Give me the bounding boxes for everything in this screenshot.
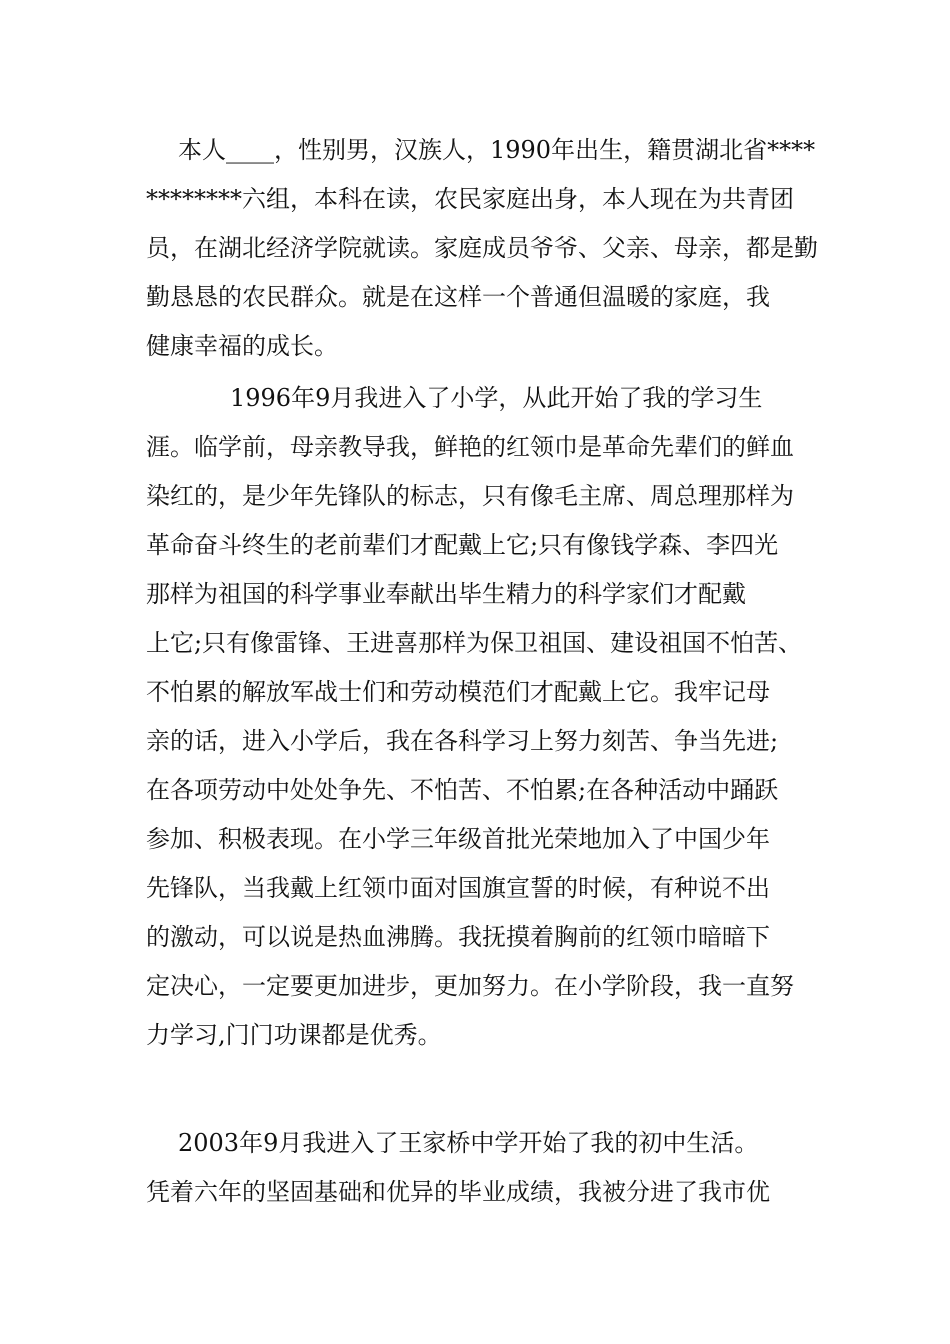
paragraph-1-line-1: 本人____，性别男，汉族人，1990年出生，籍贯湖北省****: [178, 136, 816, 164]
paragraph-2-line-10: 参加、积极表现。在小学三年级首批光荣地加入了中国少年: [146, 825, 770, 853]
paragraph-2-line-6: 上它;只有像雷锋、王进喜那样为保卫祖国、建设祖国不怕苦、: [146, 629, 803, 657]
paragraph-2-line-13: 定决心，一定要更加进步，更加努力。在小学阶段，我一直努: [146, 972, 794, 1000]
paragraph-3-line-1: 2003年9月我进入了王家桥中学开始了我的初中生活。: [178, 1129, 759, 1157]
paragraph-2-line-8: 亲的话，进入小学后，我在各科学习上努力刻苦、争当先进;: [146, 727, 779, 755]
paragraph-2-line-3: 染红的，是少年先锋队的标志，只有像毛主席、周总理那样为: [146, 482, 794, 510]
paragraph-1-line-2: ********六组，本科在读，农民家庭出身，本人现在为共青团: [146, 185, 794, 213]
paragraph-2-line-9: 在各项劳动中处处争先、不怕苦、不怕累;在各种活动中踊跃: [146, 776, 779, 804]
paragraph-1-line-3: 员，在湖北经济学院就读。家庭成员爷爷、父亲、母亲，都是勤: [146, 234, 818, 262]
paragraph-2-line-5: 那样为祖国的科学事业奉献出毕生精力的科学家们才配戴: [146, 580, 746, 608]
paragraph-3-line-2: 凭着六年的坚固基础和优异的毕业成绩，我被分进了我市优: [146, 1178, 770, 1206]
paragraph-1-line-4: 勤恳恳的农民群众。就是在这样一个普通但温暖的家庭，我: [146, 283, 770, 311]
paragraph-2-line-2: 涯。临学前，母亲教导我，鲜艳的红领巾是革命先辈们的鲜血: [146, 433, 794, 461]
paragraph-2-line-7: 不怕累的解放军战士们和劳动模范们才配戴上它。我牢记母: [146, 678, 770, 706]
paragraph-1-line-5: 健康幸福的成长。: [146, 332, 338, 360]
paragraph-2-line-1: 1996年9月我进入了小学，从此开始了我的学习生: [230, 384, 763, 412]
paragraph-2-line-4: 革命奋斗终生的老前辈们才配戴上它;只有像钱学森、李四光: [146, 531, 779, 559]
paragraph-2-line-11: 先锋队，当我戴上红领巾面对国旗宣誓的时候，有种说不出: [146, 874, 770, 902]
paragraph-2-line-12: 的激动，可以说是热血沸腾。我抚摸着胸前的红领巾暗暗下: [146, 923, 770, 951]
paragraph-2-line-14: 力学习,门门功课都是优秀。: [146, 1021, 442, 1049]
